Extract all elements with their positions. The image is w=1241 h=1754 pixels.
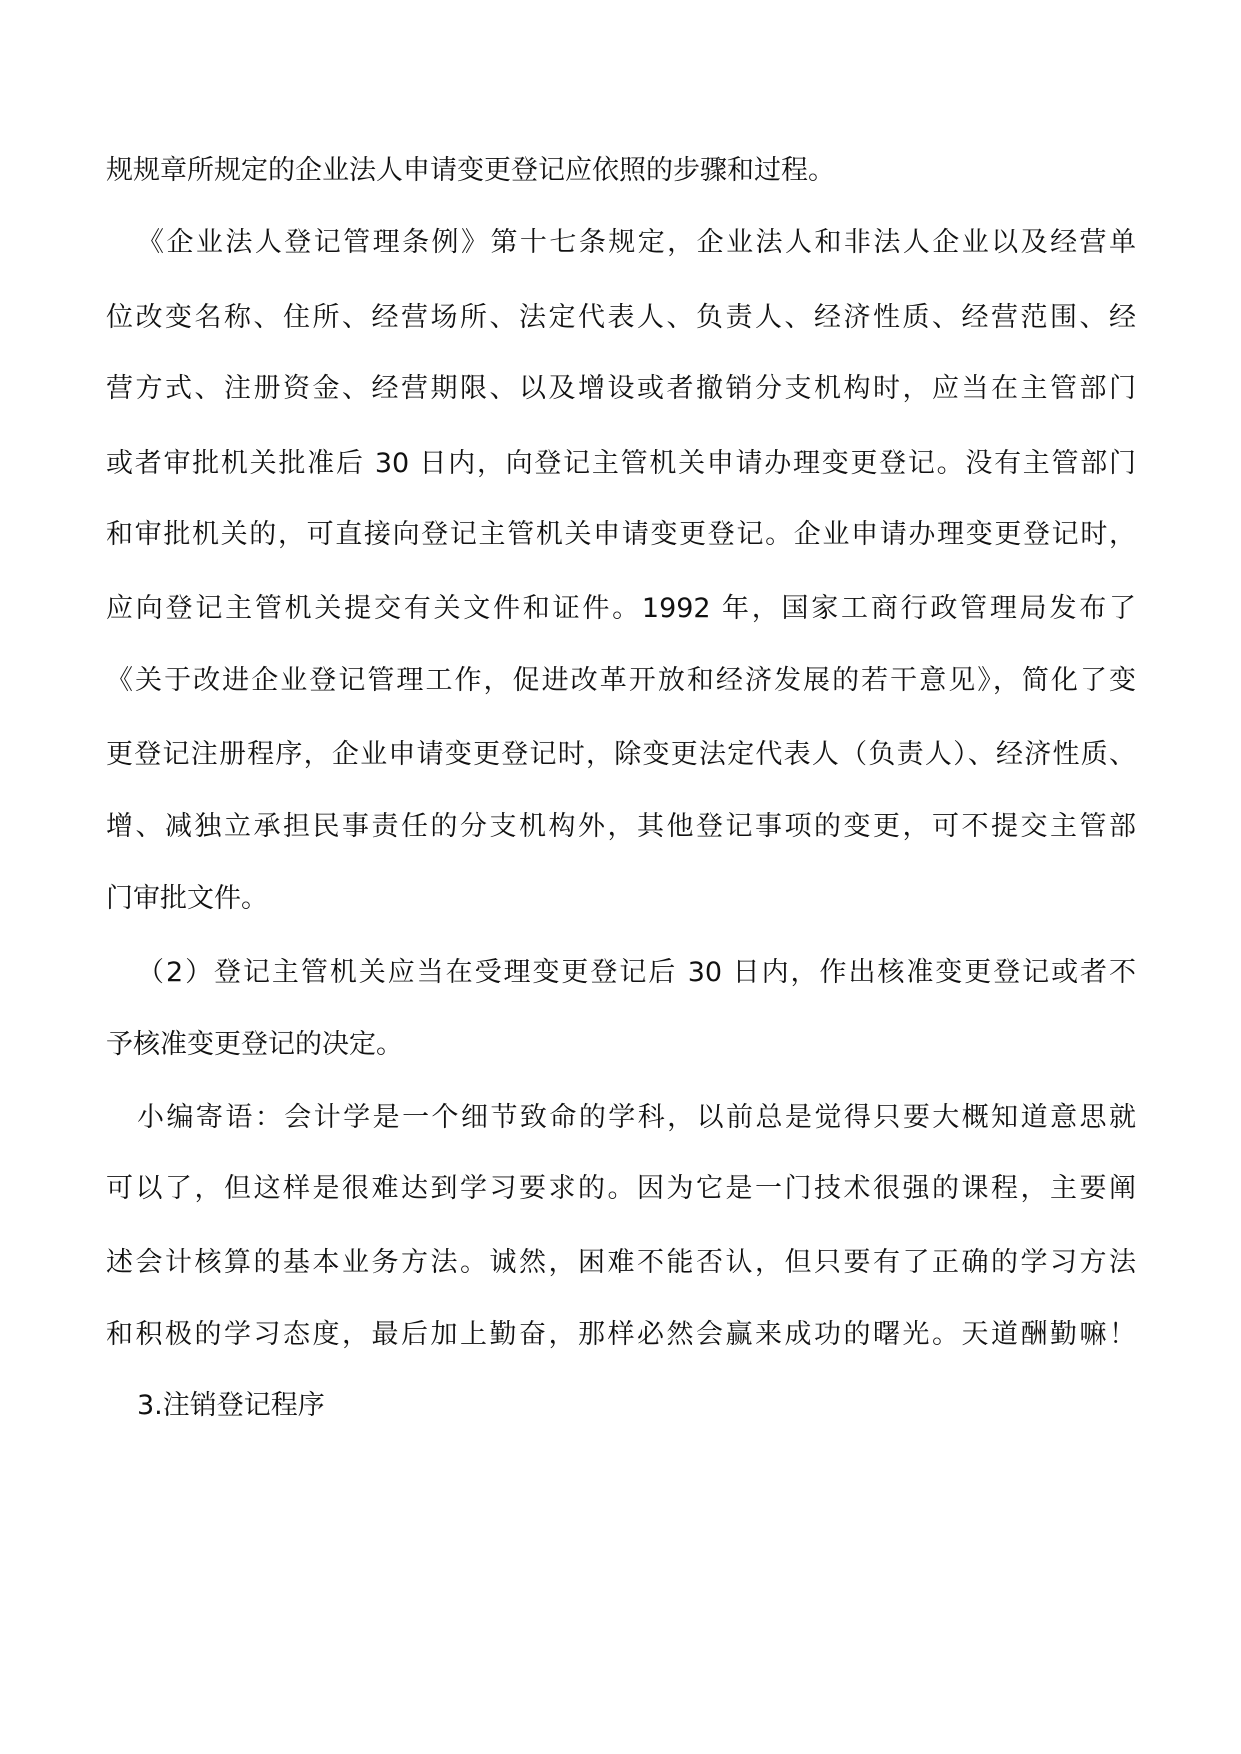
text-line-14: 小编寄语：会计学是一个细节致命的学科，以前总是觉得只要大概知道意思就 [137, 1102, 1136, 1133]
text-line-8: 《关于改进企业登记管理工作，促进改革开放和经济发展的若干意见》，简化了变 [106, 665, 1136, 696]
text-line-1: 规规章所规定的企业法人申请变更登记应依照的步骤和过程。 [106, 155, 835, 186]
text-line-13: 予核准变更登记的决定。 [106, 1029, 403, 1060]
text-line-5: 或者审批机关批准后 30 日内，向登记主管机关申请办理变更登记。没有主管部门 [106, 448, 1136, 479]
text-line-15: 可以了，但这样是很难达到学习要求的。因为它是一门技术很强的课程，主要阐 [106, 1173, 1136, 1204]
text-line-6: 和审批机关的，可直接向登记主管机关申请变更登记。企业申请办理变更登记时， [106, 519, 1136, 550]
text-line-12: （2）登记主管机关应当在受理变更登记后 30 日内，作出核准变更登记或者不 [137, 957, 1136, 988]
text-line-17: 和积极的学习态度，最后加上勤奋，那样必然会赢来成功的曙光。天道酬勤嘛！ [106, 1319, 1136, 1350]
text-line-10: 增、减独立承担民事责任的分支机构外，其他登记事项的变更，可不提交主管部 [106, 811, 1136, 842]
text-line-3: 位改变名称、住所、经营场所、法定代表人、负责人、经济性质、经营范围、经 [106, 302, 1136, 333]
text-line-11: 门审批文件。 [106, 883, 268, 914]
text-line-9: 更登记注册程序，企业申请变更登记时，除变更法定代表人（负责人）、经济性质、 [106, 739, 1136, 770]
text-line-4: 营方式、注册资金、经营期限、以及增设或者撤销分支机构时，应当在主管部门 [106, 373, 1136, 404]
text-line-16: 述会计核算的基本业务方法。诚然，困难不能否认，但只要有了正确的学习方法 [106, 1247, 1136, 1278]
text-line-2: 《企业法人登记管理条例》第十七条规定，企业法人和非法人企业以及经营单 [137, 227, 1136, 258]
section-heading: 3.注销登记程序 [137, 1390, 325, 1421]
text-line-7: 应向登记主管机关提交有关文件和证件。1992 年，国家工商行政管理局发布了 [106, 593, 1136, 624]
